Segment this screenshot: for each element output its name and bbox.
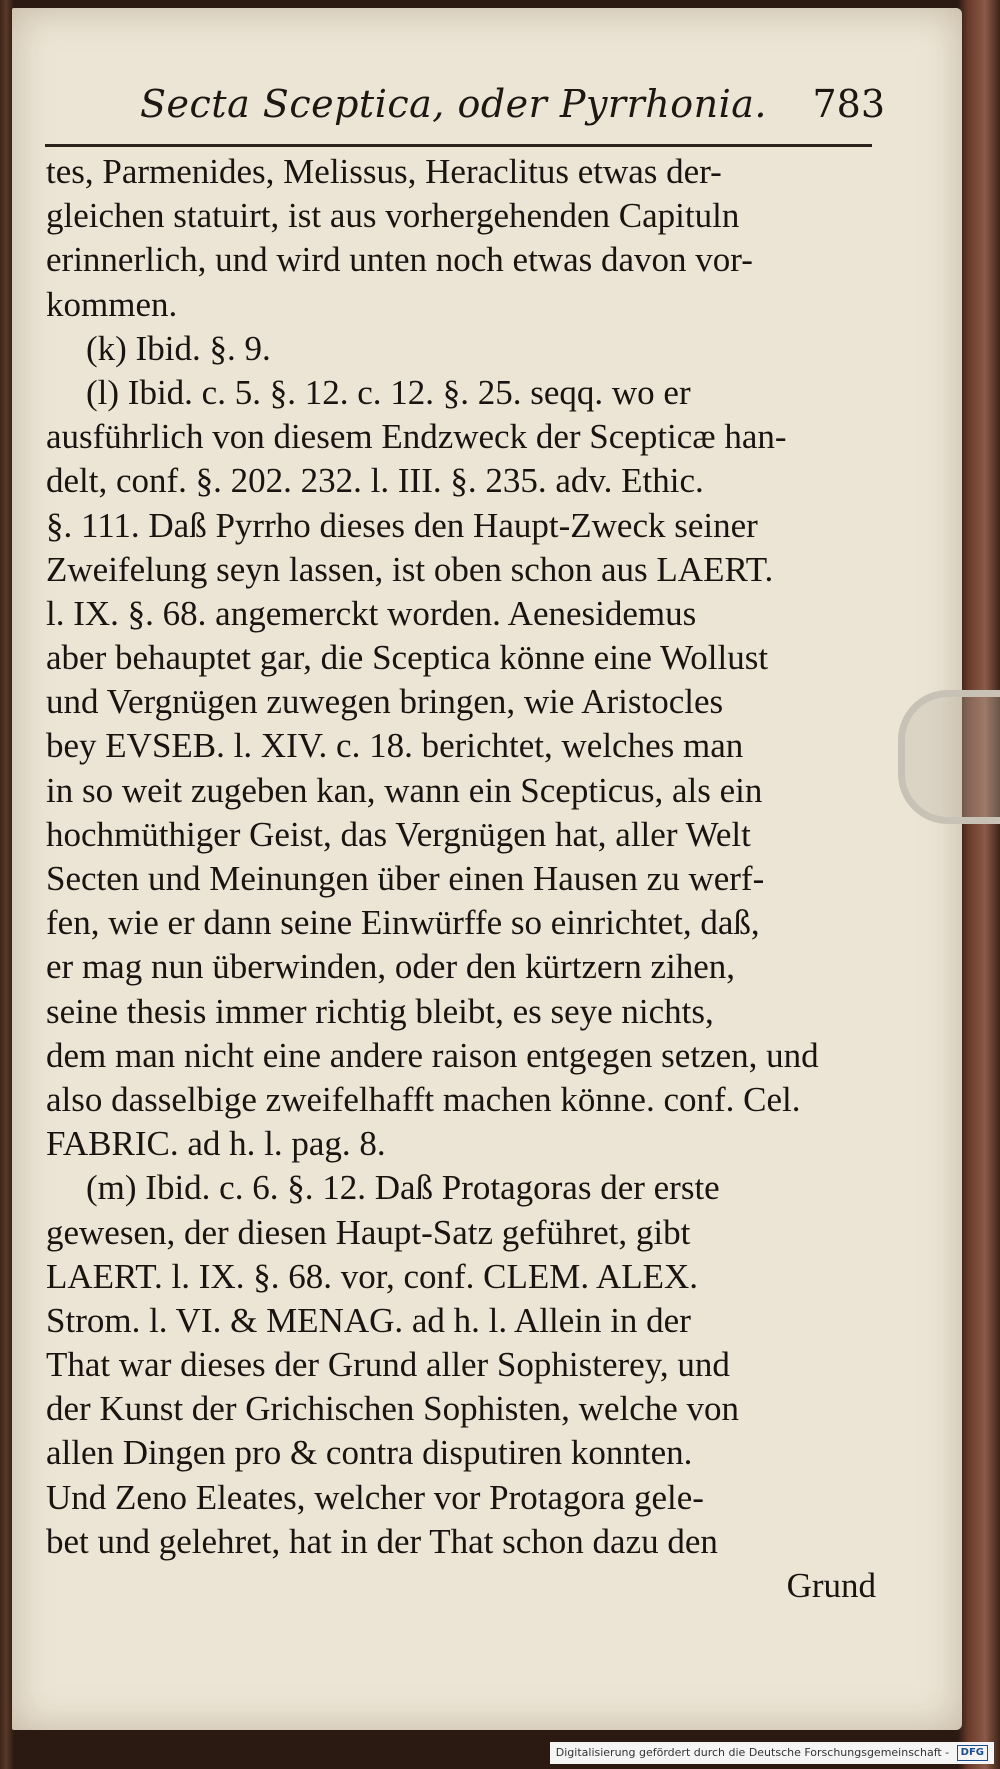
footnote-l: (l) Ibid. c. 5. §. 12. c. 12. §. 25. seqq. wo er xyxy=(86,372,691,412)
text-line: er mag nun überwinden, oder den kürtzern zihen, xyxy=(46,947,736,987)
text-line: aber behauptet gar, die Sceptica könne eine Wollust xyxy=(46,638,769,678)
text-line: gewesen, der diesen Haupt-Satz geführet, gibt xyxy=(46,1212,691,1252)
text-line: erinnerlich, und wird unten noch etwas davon vor- xyxy=(46,240,753,280)
text-line: l. IX. §. 68. angemerckt worden. Aenesidemus xyxy=(46,593,697,633)
text-line: allen Dingen pro & contra disputiren konnten. xyxy=(46,1433,693,1473)
header-rule xyxy=(45,144,872,147)
text-line: der Kunst der Grichischen Sophisten, welche von xyxy=(46,1389,740,1429)
dfg-logo-icon: DFG xyxy=(957,1745,988,1761)
text-line: §. 111. Daß Pyrrho dieses den Haupt-Zweck seiner xyxy=(46,505,758,545)
text-line: That war dieses der Grund aller Sophisterey, und xyxy=(46,1345,730,1385)
digitization-credit xyxy=(550,1742,994,1764)
text-line: hochmüthiger Geist, das Vergnügen hat, aller Welt xyxy=(46,814,751,854)
text-line: delt, conf. §. 202. 232. l. III. §. 235. adv. Ethic. xyxy=(46,461,704,501)
text-line: Und Zeno Eleates, welcher vor Protagora gele- xyxy=(46,1477,704,1517)
text-line: ausführlich von diesem Endzweck der Scepticæ han- xyxy=(46,417,787,457)
page-header xyxy=(140,82,885,138)
text-line: kommen. xyxy=(46,284,178,324)
footnote-m: (m) Ibid. c. 6. §. 12. Daß Protagoras der erste xyxy=(86,1168,720,1208)
text-line: Zweifelung seyn lassen, ist oben schon aus LAERT. xyxy=(46,549,774,589)
text-line: also dasselbige zweifelhafft machen könne. conf. Cel. xyxy=(46,1079,801,1119)
catchword: Grund xyxy=(786,1566,876,1605)
page-number: 783 xyxy=(812,82,885,126)
footnote-k: (k) Ibid. §. 9. xyxy=(86,328,271,368)
credit-text: Digitalisierung gefördert durch die Deutsche Forschungsgemeinschaft - xyxy=(555,1746,950,1759)
body-text xyxy=(46,150,876,1608)
text-line: gleichen statuirt, ist aus vorhergehenden Capituln xyxy=(46,196,740,236)
running-head: Secta Sceptica, oder Pyrrhonia. xyxy=(140,82,767,126)
text-line: bey EVSEB. l. XIV. c. 18. berichtet, welches man xyxy=(46,726,744,766)
text-line: seine thesis immer richtig bleibt, es seye nichts, xyxy=(46,991,714,1031)
text-line: Strom. l. VI. & MENAG. ad h. l. Allein in der xyxy=(46,1300,691,1340)
text-line: fen, wie er dann seine Einwürffe so einrichtet, daß, xyxy=(46,903,760,943)
page-clip xyxy=(898,690,1000,824)
text-line: dem man nicht eine andere raison entgegen setzen, und xyxy=(46,1035,819,1075)
text-line: in so weit zugeben kan, wann ein Scepticus, als ein xyxy=(46,770,763,810)
text-line: LAERT. l. IX. §. 68. vor, conf. CLEM. ALEX. xyxy=(46,1256,699,1296)
text-line: Secten und Meinungen über einen Hausen zu werf- xyxy=(46,859,765,898)
text-line: tes, Parmenides, Melissus, Heraclitus etwas der- xyxy=(46,152,722,191)
text-line: und Vergnügen zuwegen bringen, wie Aristocles xyxy=(46,682,724,722)
text-line: bet und gelehret, hat in der That schon dazu den xyxy=(46,1521,718,1561)
text-line: FABRIC. ad h. l. pag. 8. xyxy=(46,1124,386,1164)
